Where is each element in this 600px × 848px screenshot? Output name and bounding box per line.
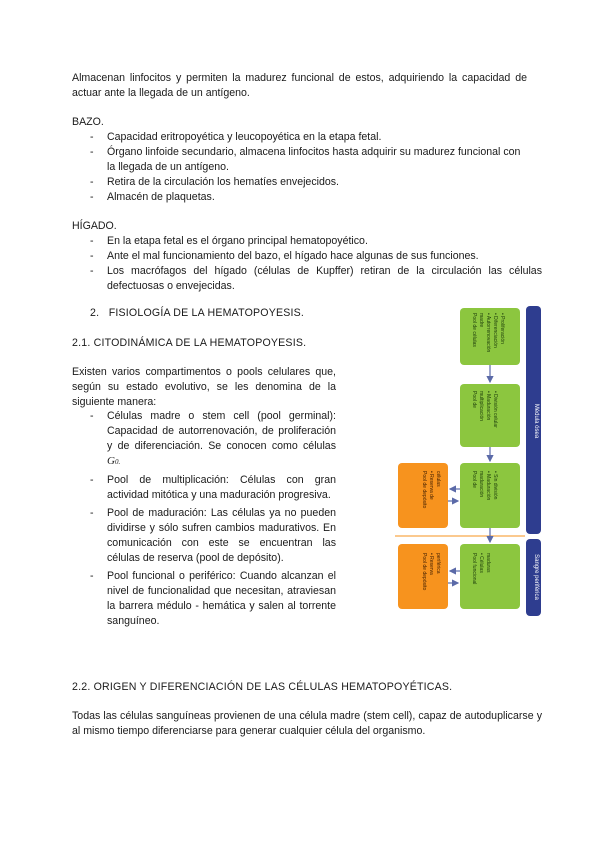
list-item: - Retira de la circulación los hematíes envejecidos. xyxy=(90,176,340,188)
closing-paragraph: Todas las células sanguíneas provienen de una célula madre (stem cell), capaz de autoduplicarse y al mismo tiempo diferenciarse para generar cualquier célula del organismo. xyxy=(72,710,542,737)
section-heading-2-1: 2.1. CITODINÁMICA DE LA HEMATOPOYESIS. xyxy=(72,337,307,349)
orange-box-2 xyxy=(398,544,448,609)
green-box-4 xyxy=(460,544,520,609)
green-box-1 xyxy=(460,308,520,365)
pools-list xyxy=(72,409,336,629)
svg-text:Pool de depósito • Reser: Pool de depósito • Reserva de células xyxy=(421,471,441,509)
list-item: - Pool de maduración: Las células ya no pueden dividirse y sólo sufren cambios madurativos. En comunicación con este se encuentran las células de reserva (pool de depósito). xyxy=(90,507,336,564)
svg-text:Pool de maduración: Pool de maduración • Maduración • Sin división xyxy=(471,471,498,501)
higado-section xyxy=(72,219,542,294)
list-item: - Pool funcional o periférico: Cuando alcanzan el nivel de funcionalidad que necesitan, atraviesan la barrera médulo - hemática y salen al torrente sanguíneo. xyxy=(90,570,336,627)
list-item: - Capacidad eritropoyética y leucopoyética en la etapa fetal. xyxy=(90,131,382,143)
list-item: - Ante el mal funcionamiento del bazo, el hígado hace algunas de sus funciones. xyxy=(90,250,479,262)
list-item: - Órgano linfoide secundario, almacena linfocitos hasta adquirir su madurez funcional con la llegada de un antígeno. xyxy=(90,146,521,173)
section-heading-2: 2. FISIOLOGÍA DE LA HEMATOPOYESIS. xyxy=(90,307,305,319)
list-item: - Almacén de plaquetas. xyxy=(90,191,215,203)
pools-paragraph: Existen varios compartimentos o pools celulares que, según su estado evolutivo, se les denomina de la siguiente manera: xyxy=(72,366,336,408)
intro-paragraph: Almacenan linfocitos y permiten la madurez funcional de estos, adquiriendo la capacidad de actuar ante la llegada de un antígeno. xyxy=(72,72,527,99)
bar-label-top: Médula ósea xyxy=(533,403,539,439)
list-item: - Células madre o stem cell (pool germinal): Capacidad de autorrenovación, de proliferación y de diferenciación. Se conocen como células G0. xyxy=(90,410,336,467)
bazo-section xyxy=(72,115,527,205)
bazo-title: BAZO. xyxy=(72,116,104,128)
list-item: - En la etapa fetal es el órgano principal hematopoyético. xyxy=(90,235,368,247)
svg-text:Pool de células madre: Pool de células madre • Autorrenovación • Diferenciación • Proliferación xyxy=(471,313,505,353)
orange-box-1 xyxy=(398,463,448,528)
svg-text:Pool funcional • Células: Pool funcional • Células maduras xyxy=(471,553,491,585)
list-item: - Los macrófagos del hígado (células de Kupffer) retiran de la circulación las células defectuosas o envejecidas. xyxy=(90,265,542,292)
green-box-2 xyxy=(460,384,520,447)
list-item: - Pool de multiplicación: Células con gran actividad mitótica y una maduración progresiva. xyxy=(90,474,336,501)
higado-title: HÍGADO. xyxy=(72,220,117,232)
svg-text:Pool de multiplicación: Pool de multiplicación • Maduración • División celular xyxy=(471,391,498,428)
g0-symbol: G0. xyxy=(107,455,121,467)
bar-label-bottom: Sangre periférica xyxy=(533,554,539,600)
hematopoiesis-diagram xyxy=(393,301,546,619)
svg-text:Pool de depósito • Reser: Pool de depósito • Reserva periférica xyxy=(421,553,441,591)
green-box-3 xyxy=(460,463,520,528)
section-heading-2-2: 2.2. ORIGEN Y DIFERENCIACIÓN DE LAS CÉLULAS HEMATOPOYÉTICAS. xyxy=(72,681,453,693)
